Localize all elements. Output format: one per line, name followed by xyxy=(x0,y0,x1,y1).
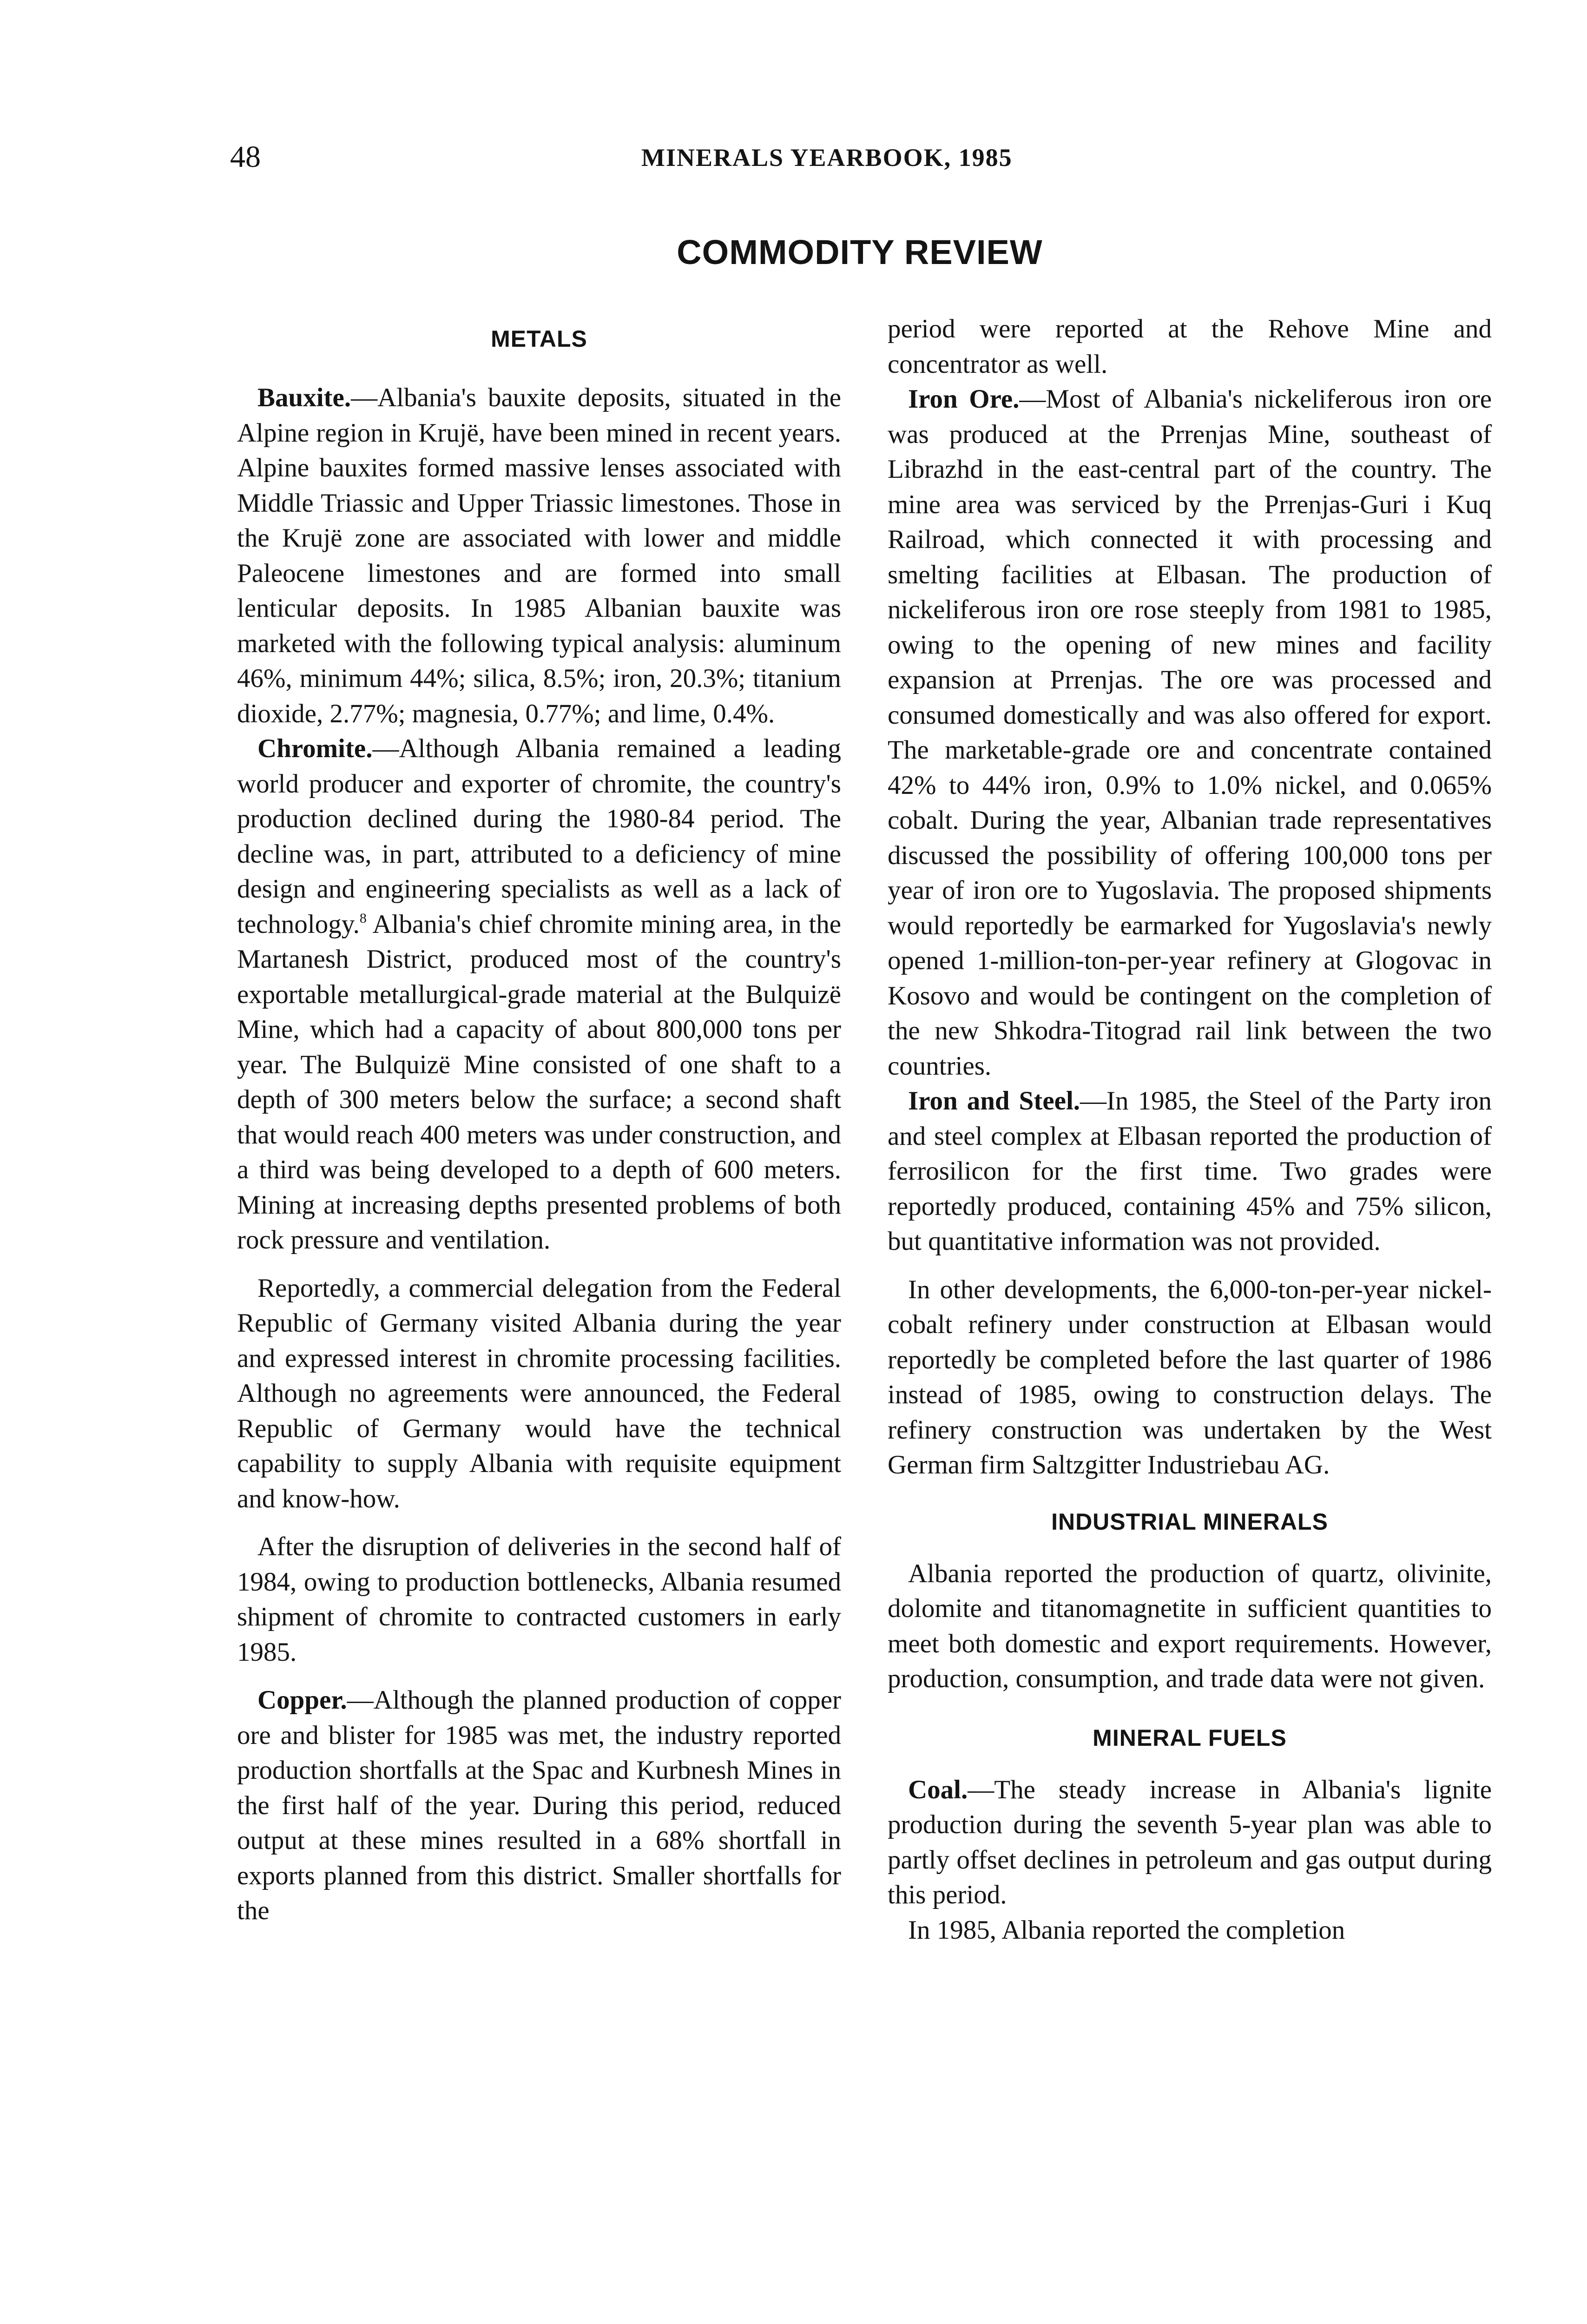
copper-paragraph xyxy=(237,1683,841,1928)
page-number: 48 xyxy=(230,140,261,174)
chromite-paragraph xyxy=(237,731,841,1258)
bauxite-run-in: Bauxite. xyxy=(257,383,351,412)
industrial-minerals-heading: INDUSTRIAL MINERALS xyxy=(1051,1508,1328,1535)
metals-heading: METALS xyxy=(491,326,587,352)
iron-steel-text: —In 1985, the Steel of the Party iron and steel complex at Elbasan reported the production of ferrosilicon for the first time. Two grades were reportedly produced, containing 45% and 75% silicon, but quantitative information was not provided. xyxy=(888,1086,1492,1256)
chromite-paragraph-2: Reportedly, a commercial delegation from the Federal Republic of Germany visited Albania during the year and expressed interest in chromite processing facilities. Although no agreements were announced, the Federal Republic of Germany would have the technical capability to supply Albania with requisite equipment and know-how. xyxy=(237,1273,841,1513)
commodity-review-heading: COMMODITY REVIEW xyxy=(677,233,1043,271)
copper-text: —Although the planned production of copper ore and blister for 1985 was met, the industry reported production shortfalls at the Spac and Kurbnesh Mines in the first half of the year. During this period, reduced output at these mines resulted in a 68% shortfall in exports planned from this district. Smaller shortfalls for the xyxy=(237,1685,841,1925)
coal-paragraph xyxy=(888,1772,1492,1913)
copper-continuation: period were reported at the Rehove Mine and concentrator as well. xyxy=(888,314,1492,379)
chromite-text-2: Albania's chief chromite mining area, in the Martanesh District, produced most of the country's exportable metallurgical-grade material at the Bulquizë Mine, which had a capacity of about 800,000 tons per year. The Bulquizë Mine consisted of one shaft to a depth of 300 meters below the surface; a second shaft that would reach 400 meters was under construction, and a third was being developed to a depth of 600 meters. Mining at increasing depths presented problems of both rock pressure and ventilation. xyxy=(237,909,841,1254)
coal-run-in: Coal. xyxy=(908,1775,968,1804)
iron-steel-run-in: Iron and Steel. xyxy=(908,1086,1080,1116)
running-title: MINERALS YEARBOOK, 1985 xyxy=(641,144,1013,172)
iron-steel-paragraph-2: In other developments, the 6,000-ton-per-year nickel-cobalt refinery under construction at Elbasan would reportedly be completed before the last quarter of 1986 instead of 1985, owing to construction delays. The refinery construction was undertaken by the West German firm Saltzgitter Industriebau AG. xyxy=(888,1274,1492,1479)
footnote-reference: 8 xyxy=(359,910,367,926)
iron-ore-paragraph xyxy=(888,382,1492,1083)
chromite-text-1: —Although Albania remained a leading world producer and exporter of chromite, the country's production declined during the 1980-84 period. The decline was, in part, attributed to a deficiency of mine design and engineering specialists as well as a lack of technology. xyxy=(237,734,841,939)
copper-run-in: Copper. xyxy=(257,1685,347,1715)
chromite-paragraph-3: After the disruption of deliveries in the second half of 1984, owing to production bottlenecks, Albania resumed shipment of chromite to contracted customers in early 1985. xyxy=(237,1532,841,1667)
bauxite-paragraph xyxy=(237,380,841,731)
bauxite-text: —Albania's bauxite deposits, situated in the Alpine region in Krujë, have been mined in recent years. Alpine bauxites formed massive lenses associated with Middle Triassic and Upper Triassic limestones. Those in the Krujë zone are associated with lower and middle Paleocene limestones and are formed into small lenticular deposits. In 1985 Albanian bauxite was marketed with the following typical analysis: aluminum 46%, minimum 44%; silica, 8.5%; iron, 20.3%; titanium dioxide, 2.77%; magnesia, 0.77%; and lime, 0.4%. xyxy=(237,383,841,728)
final-paragraph: In 1985, Albania reported the completion xyxy=(908,1915,1345,1945)
industrial-minerals-paragraph: Albania reported the production of quartz, olivinite, dolomite and titanomagnetite in sufficient quantities to meet both domestic and export requirements. However, production, consumption, and trade data were not given. xyxy=(888,1558,1492,1693)
coal-text: —The steady increase in Albania's lignite production during the seventh 5-year plan was able to partly offset declines in petroleum and gas output during this period. xyxy=(888,1775,1492,1909)
chromite-run-in: Chromite. xyxy=(257,734,373,763)
mineral-fuels-heading: MINERAL FUELS xyxy=(1093,1724,1287,1751)
left-column xyxy=(237,311,841,1928)
iron-steel-paragraph xyxy=(888,1083,1492,1259)
right-column xyxy=(888,311,1492,1948)
iron-ore-run-in: Iron Ore. xyxy=(908,384,1020,414)
iron-ore-text: —Most of Albania's nickeliferous iron ore was produced at the Prrenjas Mine, southeast of Librazhd in the east-central part of the country. The mine area was serviced by the Prrenjas-Guri i Kuq Railroad, which connected it with processing and smelting facilities at Elbasan. The production of nickeliferous iron ore rose steeply from 1981 to 1985, owing to the opening of new mines and facility expansion at Prrenjas. The ore was processed and consumed domestically and was also offered for export. The marketable-grade ore and concentrate contained 42% to 44% iron, 0.9% to 1.0% nickel, and 0.065% cobalt. During the year, Albanian trade representatives discussed the possibility of offering 100,000 tons per year of iron ore to Yugoslavia. The proposed shipments would reportedly be earmarked for Yugoslavia's newly opened 1-million-ton-per-year refinery at Glogovac in Kosovo and would be contingent on the completion of the new Shkodra-Titograd rail link between the two countries. xyxy=(888,384,1492,1081)
page-header xyxy=(230,139,1090,181)
